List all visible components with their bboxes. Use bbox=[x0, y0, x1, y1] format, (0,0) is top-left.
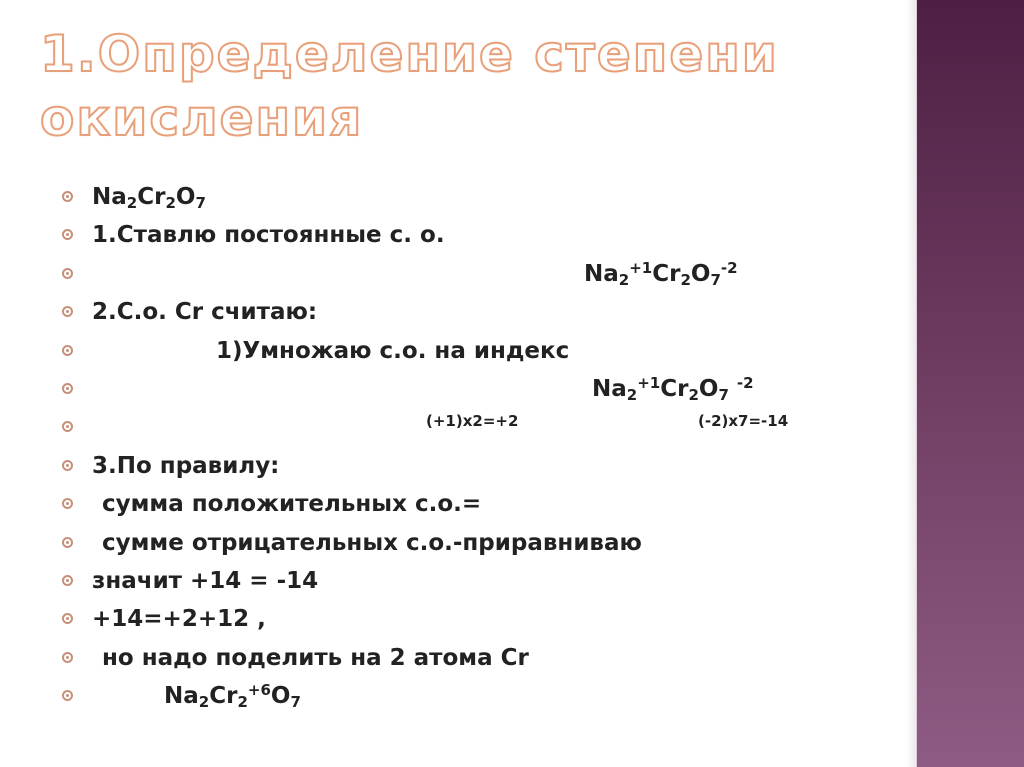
list-item bbox=[62, 408, 882, 446]
calc-positive: (+1)x2=+2 bbox=[426, 412, 519, 431]
bullet-icon bbox=[62, 690, 73, 701]
band-edge-decoration bbox=[906, 0, 916, 767]
list-item bbox=[62, 332, 882, 370]
rule-line-2: сумме отрицательных с.о.-приравниваю bbox=[102, 529, 642, 556]
list-item bbox=[62, 216, 882, 254]
list-item bbox=[62, 562, 882, 600]
list-item bbox=[62, 639, 882, 677]
list-item bbox=[62, 447, 882, 485]
list-item bbox=[62, 485, 882, 523]
step-2-text: 2.С.о. Cr считаю: bbox=[92, 299, 318, 326]
slide-title bbox=[40, 22, 900, 150]
right-decorative-band bbox=[916, 0, 1024, 767]
divide-line: но надо поделить на 2 атома Cr bbox=[102, 644, 529, 671]
calc-negative: (-2)x7=-14 bbox=[698, 412, 789, 431]
list-item bbox=[62, 524, 882, 562]
bullet-list bbox=[62, 178, 882, 715]
list-item bbox=[62, 600, 882, 638]
final-formula: $Na_2Cr_2^{+6}O_7$ bbox=[164, 681, 301, 712]
bullet-icon bbox=[62, 229, 73, 240]
bullet-icon bbox=[62, 537, 73, 548]
list-item bbox=[62, 255, 882, 293]
bullet-icon bbox=[62, 191, 73, 202]
bullet-icon bbox=[62, 460, 73, 471]
step-2-substep-text: 1)Умножаю с.о. на индекс bbox=[216, 337, 570, 364]
sum-line: +14=+2+12 , bbox=[92, 606, 266, 633]
bullet-icon bbox=[62, 383, 73, 394]
list-item bbox=[62, 178, 882, 216]
formula-with-ox-states: $Na_2^{+1}Cr_2O_7$ $^{-2}$ bbox=[592, 373, 754, 404]
bullet-icon bbox=[62, 268, 73, 279]
equation-line: значит +14 = -14 bbox=[92, 567, 319, 594]
bullet-icon bbox=[62, 306, 73, 317]
title-line-2: окисления bbox=[40, 89, 364, 147]
title-line-1: 1.Определение степени bbox=[40, 25, 779, 83]
bullet-icon bbox=[62, 421, 73, 432]
formula-na2cr2o7: $Na_2Cr_2O_7$ bbox=[92, 184, 206, 212]
bullet-icon bbox=[62, 575, 73, 586]
step-3-text: 3.По правилу: bbox=[92, 452, 280, 479]
rule-line-1: сумма положительных с.о.= bbox=[102, 491, 482, 518]
bullet-icon bbox=[62, 498, 73, 509]
bullet-icon bbox=[62, 613, 73, 624]
bullet-icon bbox=[62, 652, 73, 663]
formula-constant-ox-states: $Na_2^{+1}Cr_2O_7^{-2}$ bbox=[584, 258, 738, 289]
step-1-text: 1.Ставлю постоянные с. о. bbox=[92, 222, 445, 249]
list-item bbox=[62, 293, 882, 331]
list-item bbox=[62, 677, 882, 715]
bullet-icon bbox=[62, 345, 73, 356]
